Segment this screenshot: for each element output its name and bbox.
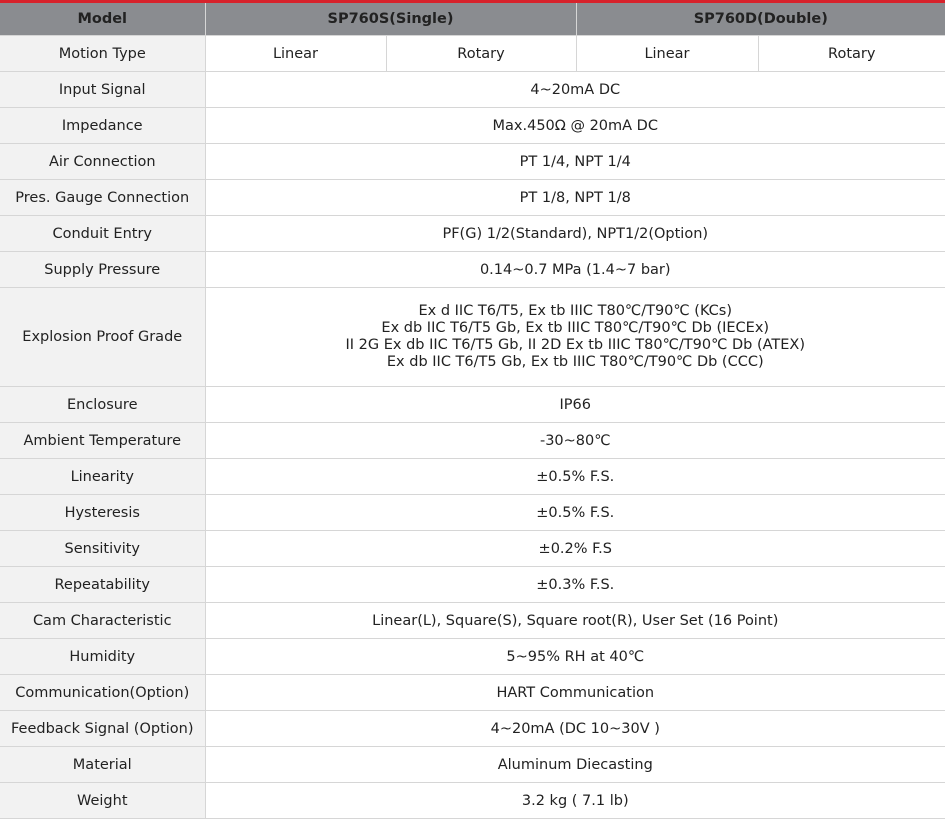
table-row <box>0 639 945 675</box>
row-label: Pres. Gauge Connection <box>0 180 205 216</box>
motion-double-linear: Linear <box>576 36 758 72</box>
single-model-header: SP760S(Single) <box>205 3 576 36</box>
table-row <box>0 495 945 531</box>
table-row <box>0 288 945 387</box>
row-value: Linear(L), Square(S), Square root(R), User Set (16 Point) <box>205 603 945 639</box>
row-label: Repeatability <box>0 567 205 603</box>
row-value: HART Communication <box>205 675 945 711</box>
row-label: Humidity <box>0 639 205 675</box>
explosion-grade-atex: II 2G Ex db IIC T6/T5 Gb, II 2D Ex tb IIIC T80℃/T90℃ Db (ATEX) <box>345 337 805 353</box>
table-row <box>0 531 945 567</box>
table-row <box>0 36 945 72</box>
row-label: Supply Pressure <box>0 252 205 288</box>
row-value: ±0.2% F.S <box>205 531 945 567</box>
row-label: Cam Characteristic <box>0 603 205 639</box>
motion-single-rotary: Rotary <box>386 36 576 72</box>
row-value: 4~20mA DC <box>205 72 945 108</box>
row-label: Input Signal <box>0 72 205 108</box>
explosion-grade-kcs: Ex d IIC T6/T5, Ex tb IIIC T80℃/T90℃ (KCs) <box>418 303 733 319</box>
row-value: PF(G) 1/2(Standard), NPT1/2(Option) <box>205 216 945 252</box>
row-value: -30~80℃ <box>205 423 945 459</box>
row-label: Air Connection <box>0 144 205 180</box>
explosion-grade-value <box>205 288 945 387</box>
row-value: Max.450Ω @ 20mA DC <box>205 108 945 144</box>
row-value: 0.14~0.7 MPa (1.4~7 bar) <box>205 252 945 288</box>
explosion-grade-ccc: Ex db IIC T6/T5 Gb, Ex tb IIIC T80℃/T90℃ Db (CCC) <box>386 354 764 370</box>
row-value: IP66 <box>205 387 945 423</box>
table-row <box>0 387 945 423</box>
table-row <box>0 603 945 639</box>
row-value: PT 1/4, NPT 1/4 <box>205 144 945 180</box>
row-value: Aluminum Diecasting <box>205 747 945 783</box>
table-row <box>0 180 945 216</box>
explosion-grade-iecex: Ex db IIC T6/T5 Gb, Ex tb IIIC T80℃/T90℃ Db (IECEx) <box>381 320 770 336</box>
table-row <box>0 423 945 459</box>
table-header <box>0 3 945 36</box>
table-row <box>0 144 945 180</box>
row-label: Conduit Entry <box>0 216 205 252</box>
row-value: 5~95% RH at 40℃ <box>205 639 945 675</box>
row-value: 3.2 kg ( 7.1 lb) <box>205 783 945 819</box>
row-label: Motion Type <box>0 36 205 72</box>
row-label: Weight <box>0 783 205 819</box>
double-model-header: SP760D(Double) <box>576 3 945 36</box>
table-row <box>0 216 945 252</box>
table-row <box>0 252 945 288</box>
model-header: Model <box>0 3 205 36</box>
row-label: Enclosure <box>0 387 205 423</box>
motion-double-rotary: Rotary <box>758 36 945 72</box>
table-row <box>0 459 945 495</box>
table-row <box>0 675 945 711</box>
row-label: Ambient Temperature <box>0 423 205 459</box>
table-row <box>0 567 945 603</box>
table-row <box>0 783 945 819</box>
table-row <box>0 108 945 144</box>
table-row <box>0 747 945 783</box>
row-label: Impedance <box>0 108 205 144</box>
row-label: Feedback Signal (Option) <box>0 711 205 747</box>
motion-single-linear: Linear <box>205 36 386 72</box>
row-label: Material <box>0 747 205 783</box>
row-label: Sensitivity <box>0 531 205 567</box>
spec-table <box>0 3 945 819</box>
table-row <box>0 711 945 747</box>
row-label: Explosion Proof Grade <box>0 288 205 387</box>
row-value: ±0.3% F.S. <box>205 567 945 603</box>
row-label: Linearity <box>0 459 205 495</box>
row-value: ±0.5% F.S. <box>205 495 945 531</box>
row-label: Communication(Option) <box>0 675 205 711</box>
row-value: 4~20mA (DC 10~30V ) <box>205 711 945 747</box>
row-value: ±0.5% F.S. <box>205 459 945 495</box>
table-row <box>0 72 945 108</box>
row-value: PT 1/8, NPT 1/8 <box>205 180 945 216</box>
row-label: Hysteresis <box>0 495 205 531</box>
